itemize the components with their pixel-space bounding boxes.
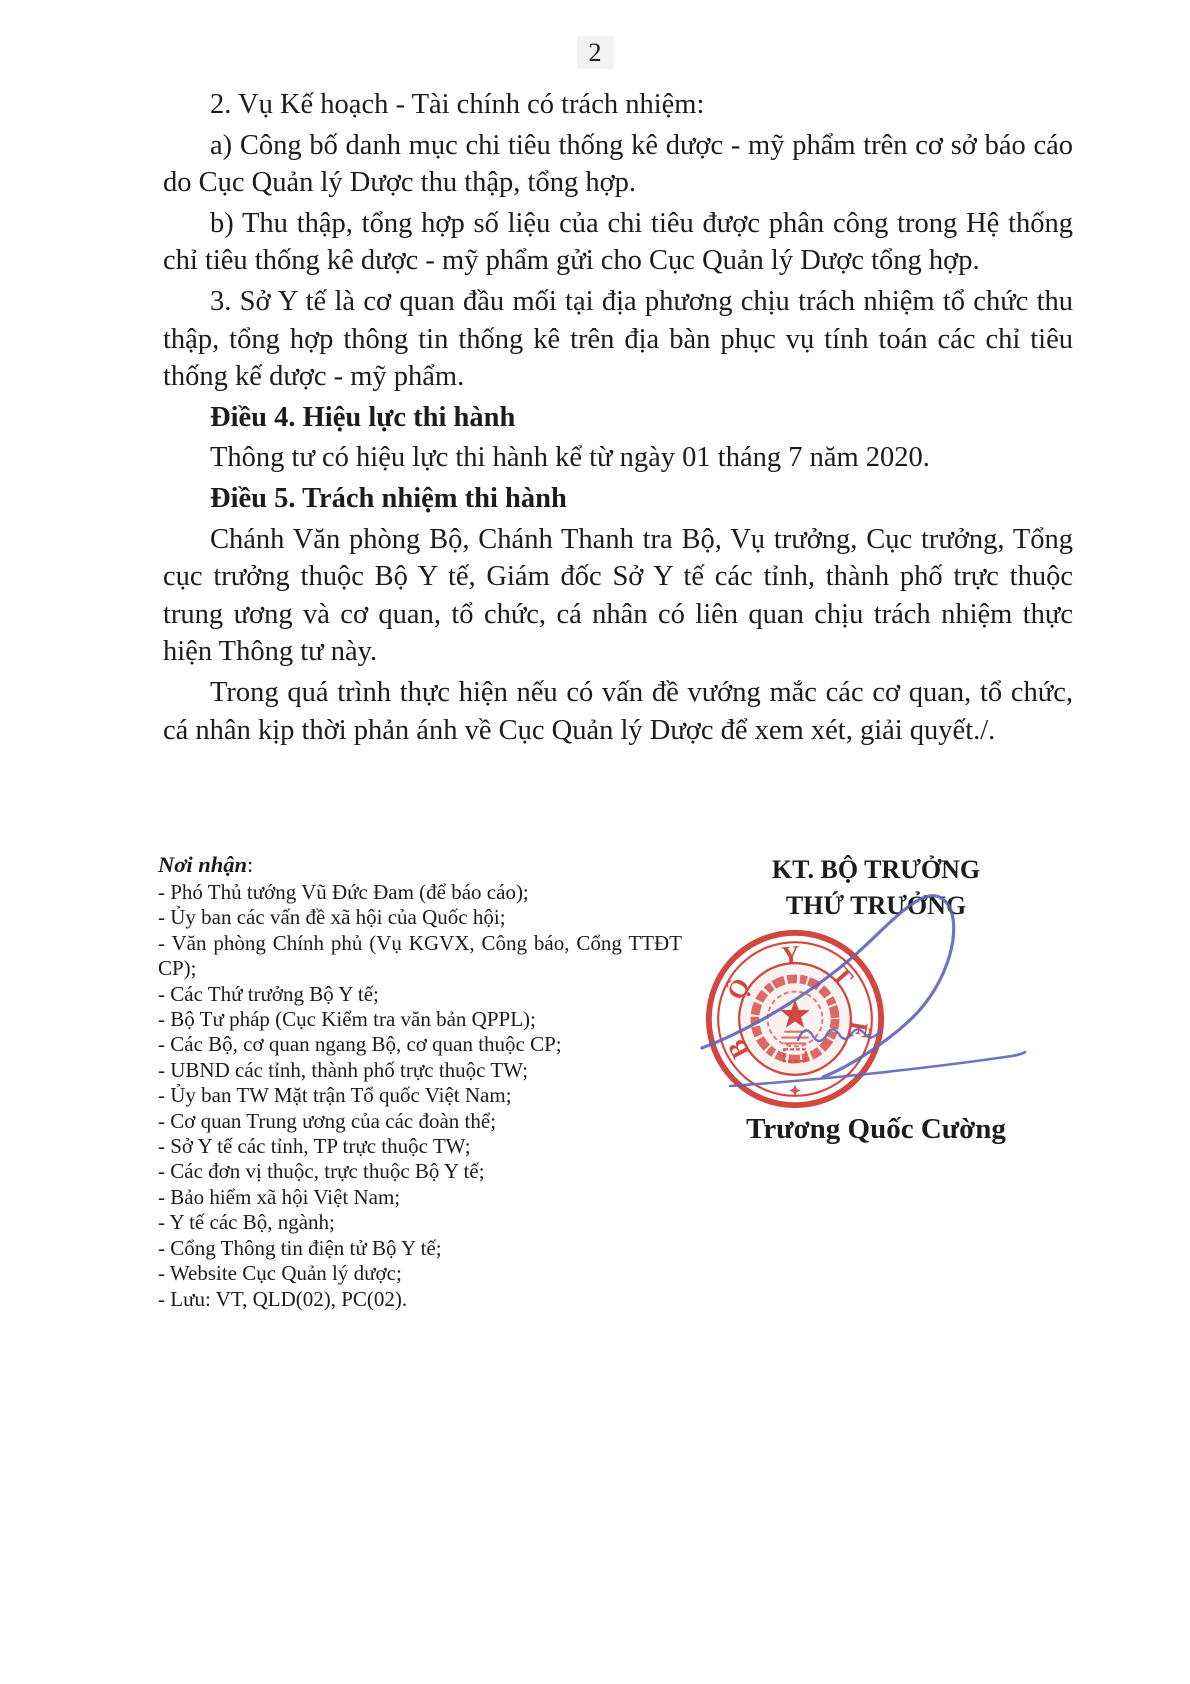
recipient-item: - Bộ Tư pháp (Cục Kiểm tra văn bản QPPL); — [158, 1007, 536, 1032]
recipients-title: Nơi nhận: — [158, 852, 254, 877]
recipient-item: - Các đơn vị thuộc, trực thuộc Bộ Y tế; — [158, 1159, 485, 1184]
recipient-item: - UBND các tỉnh, thành phố trực thuộc TW; — [158, 1057, 529, 1082]
recipient-item: - Website Cục Quản lý dược; — [158, 1261, 402, 1286]
article-5-body: Chánh Văn phòng Bộ, Chánh Thanh tra Bộ, Vụ trưởng, Cục trưởng, Tổng cục trưởng thuộc Bộ Y tế, Giám đốc Sở Y tế các tỉnh, thành phố trực thuộc trung ương và cơ quan, tổ chức, cá nhân có liên quan chịu trách nhiệm thực hiện Thông tư này. — [163, 523, 1073, 668]
paragraph-a: a) Công bố danh mục chi tiêu thống kê dược - mỹ phẩm trên cơ sở báo cáo do Cục Quản lý Dược thu thập, tổng hợp. — [163, 129, 1073, 199]
recipient-item: - Cơ quan Trung ương của các đoàn thể; — [158, 1108, 497, 1133]
paragraph-b: b) Thu thập, tổng hợp số liệu của chi tiêu được phân công trong Hệ thống chỉ tiêu thống kê dược - mỹ phẩm gửi cho Cục Quản lý Dược tổng hợp. — [163, 207, 1073, 277]
recipient-item: - Các Bộ, cơ quan ngang Bộ, cơ quan thuộc CP; — [158, 1032, 562, 1057]
seal-letter: Ộ — [720, 973, 756, 1005]
signer-name: Trương Quốc Cường — [746, 1113, 1006, 1145]
recipient-item: - Phó Thủ tướng Vũ Đức Đam (để báo cáo); — [158, 880, 529, 904]
document-body — [163, 86, 1073, 752]
recipient-item: - Cổng Thông tin điện tử Bộ Y tế; — [158, 1235, 442, 1260]
signer-title-line1: KT. BỘ TRƯỞNG — [771, 855, 981, 884]
signature-ink — [660, 868, 1030, 1098]
recipient-item: - Các Thứ trưởng Bộ Y tế; — [158, 981, 379, 1006]
recipient-item: - Lưu: VT, QLD(02), PC(02). — [158, 1286, 408, 1311]
recipient-item: - Ủy ban TW Mặt trận Tổ quốc Việt Nam; — [158, 1083, 512, 1108]
seal-letter: Ế — [842, 1019, 875, 1042]
page-number: 2 — [0, 38, 1190, 68]
recipient-item: - Bảo hiểm xã hội Việt Nam; — [158, 1184, 401, 1209]
recipient-item: - Ủy ban các vấn đề xã hội của Quốc hội; — [158, 905, 506, 930]
recipient-item: - Sở Y tế các tỉnh, TP trực thuộc TW; — [158, 1134, 471, 1159]
article-5-heading: Điều 5. Trách nhiệm thi hành — [210, 482, 567, 514]
paragraph-2: 2. Vụ Kế hoạch - Tài chính có trách nhiệm: — [210, 89, 705, 120]
paragraph-3: 3. Sở Y tế là cơ quan đầu mối tại địa phương chịu trách nhiệm tổ chức thu thập, tổng hợp thông tin thống kê trên địa bàn phục vụ tính toán các chỉ tiêu thống kế dược - mỹ phẩm. — [163, 285, 1073, 393]
recipients-block — [158, 850, 682, 1312]
article-4-heading: Điều 4. Hiệu lực thi hành — [210, 401, 516, 433]
recipient-item: - Y tế các Bộ, ngành; — [158, 1210, 335, 1235]
signer-title-line2: THỨ TRƯỞNG — [785, 891, 967, 920]
seal-letter: B — [721, 1034, 756, 1064]
recipient-item: - Văn phòng Chính phủ (Vụ KGVX, Công báo, Cổng TTĐT CP); — [158, 930, 682, 981]
article-4-body: Thông tư có hiệu lực thi hành kể từ ngày 01 tháng 7 năm 2020. — [210, 442, 930, 474]
seal-letter: Y — [780, 939, 801, 970]
seal-letter: T — [826, 959, 860, 992]
closing-paragraph: Trong quá trình thực hiện nếu có vấn đề vướng mắc các cơ quan, tổ chức, cá nhân kịp thời phản ánh về Cục Quản lý Dược để xem xét, giải quyết./. — [163, 676, 1073, 746]
